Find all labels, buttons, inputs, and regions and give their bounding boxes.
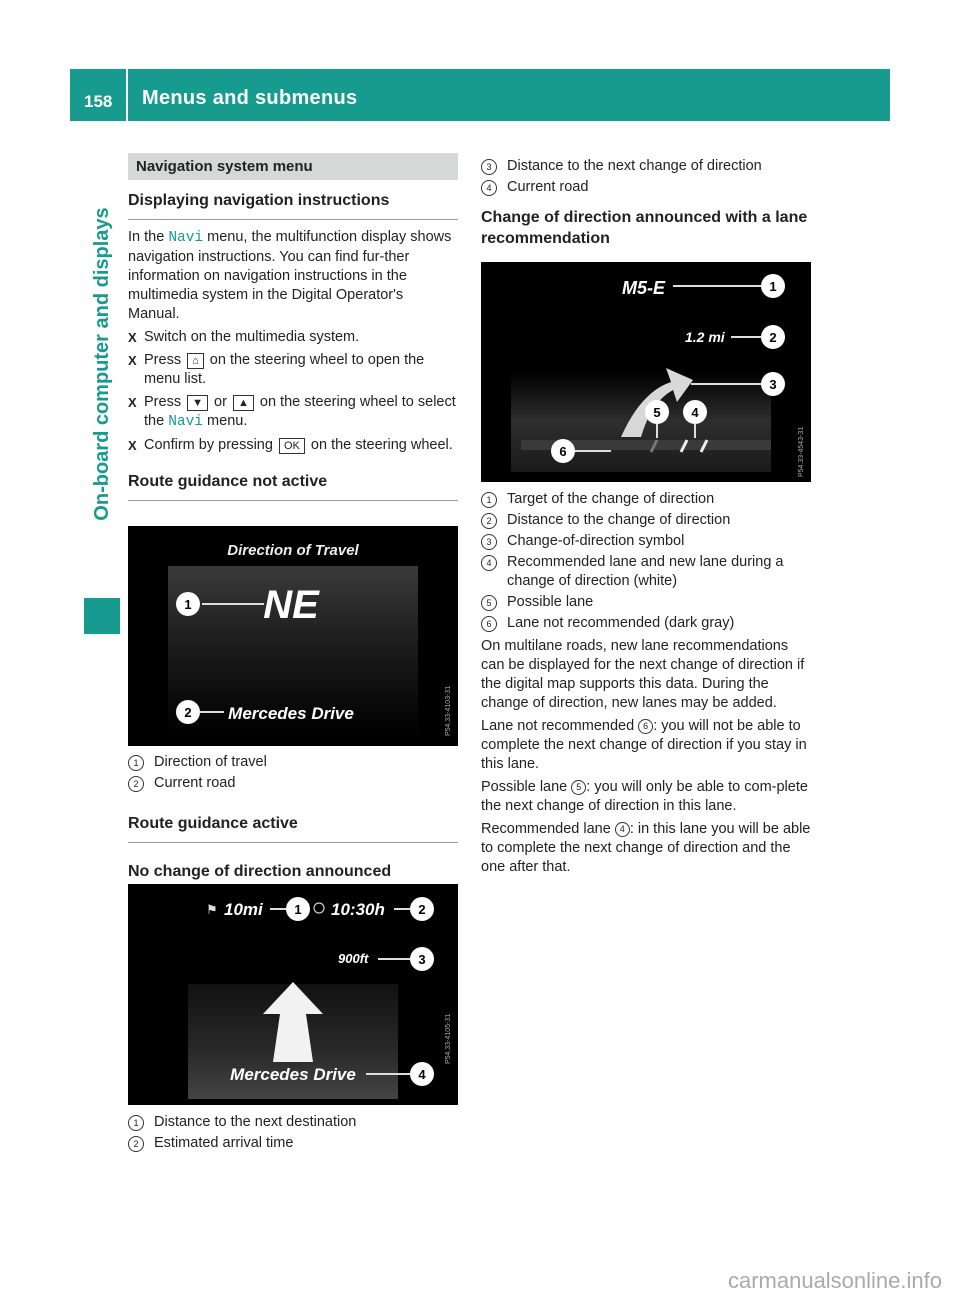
left-column-2 [128, 753, 458, 882]
left-column-3 [128, 1113, 458, 1155]
paragraph-possible: Possible lane 5 : you will only be able to com-plete the next change of direction in this lane. [481, 779, 808, 814]
legend3-item: 5 Possible lane [481, 593, 813, 612]
img3-dist: 1.2 mi [685, 329, 725, 345]
img1-code: P54.33-4103-31 [445, 685, 452, 736]
ok-key-icon: OK [279, 438, 305, 454]
heading-no-change: No change of direction announced [128, 863, 392, 880]
legend3-item: 4 Recommended lane and new lane during a change of direction (white) [481, 553, 813, 591]
display-image-lane [481, 262, 811, 482]
svg-text:2: 2 [769, 330, 777, 345]
legend2-item: 1 Distance to the next destination [128, 1113, 458, 1132]
right-column-2 [481, 490, 813, 881]
svg-text:1: 1 [184, 597, 192, 612]
img2-code: P54.33-4105-31 [445, 1013, 452, 1064]
legend3-item: 1 Target of the change of direction [481, 490, 813, 509]
svg-text:4: 4 [418, 1067, 426, 1082]
legend2-item: 3 Distance to the next change of direction [481, 157, 813, 176]
sidebar-block [84, 598, 120, 634]
img2-dist2: 900ft [338, 951, 369, 966]
legend3-item: 3 Change-of-direction symbol [481, 532, 813, 551]
legend1-item: 2 Current road [128, 774, 458, 793]
svg-text:4: 4 [691, 405, 699, 420]
heading-displaying: Displaying navigation instructions [128, 190, 458, 220]
paragraph-multilane: On multilane roads, new lane recommendations can be displayed for the next change of direction if the digital map supports this data. During the change of direction, new lanes may be added. [481, 638, 805, 711]
img1-title: Direction of Travel [227, 542, 359, 559]
intro-paragraph: In the Navi menu, the multifunction display shows navigation instructions. You can find fur-ther information on navigation instructions in the multimedia system in the Digital Operator's Manual. [128, 229, 452, 322]
right-column [481, 157, 813, 249]
sidebar-label: On-board computer and displays [91, 207, 113, 521]
step-4: X Confirm by pressing OK on the steering wheel. [128, 437, 453, 453]
legend3-item: 6 Lane not recommended (dark gray) [481, 614, 813, 633]
page-header [70, 69, 890, 121]
svg-text:1: 1 [294, 902, 302, 917]
header-divider [126, 69, 128, 121]
header-title: Menus and submenus [142, 87, 358, 109]
heading-active: Route guidance active [128, 813, 458, 843]
navi-menu-name: Navi [168, 230, 204, 246]
legend3-item: 2 Distance to the change of direction [481, 511, 813, 530]
paragraph-not-recommended: Lane not recommended 6 : you will not be able to complete the next change of direction if you stay in this lane. [481, 718, 807, 772]
svg-text:2: 2 [184, 705, 192, 720]
heading-lane: Change of direction announced with a lane recommendation [481, 209, 808, 247]
legend1-item: 1 Direction of travel [128, 753, 458, 772]
home-key-icon: ⌂ [187, 353, 204, 369]
img3-code: P54.33-4543-31 [798, 426, 805, 477]
display-image-direction [128, 526, 458, 746]
img2-dist: 10mi [224, 900, 263, 919]
step-2: X Press ⌂ on the steering wheel to open the menu list. [128, 352, 425, 387]
section-title: Navigation system menu [128, 153, 458, 180]
step-1: X Switch on the multimedia system. [128, 329, 360, 345]
img2-road: Mercedes Drive [230, 1065, 356, 1084]
sidebar-chapter [84, 134, 120, 594]
heading-not-active: Route guidance not active [128, 471, 458, 501]
svg-text:1: 1 [769, 279, 777, 294]
down-key-icon: ▼ [187, 395, 208, 411]
step-3: X Press ▼ or ▲ on the steering wheel to select the Navi menu. [128, 394, 456, 430]
display-image-no-change [128, 884, 458, 1105]
svg-text:2: 2 [418, 902, 426, 917]
page-number: 158 [84, 92, 113, 111]
up-key-icon: ▲ [233, 395, 254, 411]
img2-time: 10:30h [331, 900, 385, 919]
svg-text:5: 5 [653, 405, 661, 420]
left-column [128, 153, 458, 509]
svg-text:3: 3 [418, 952, 426, 967]
legend2-item: 2 Estimated arrival time [128, 1134, 458, 1153]
img3-road: M5-E [622, 278, 666, 298]
svg-text:6: 6 [559, 444, 567, 459]
svg-text:3: 3 [769, 377, 777, 392]
svg-text:⚑: ⚑ [206, 902, 218, 917]
paragraph-recommended: Recommended lane 4 : in this lane you will be able to complete the next change of direction and the one after that. [481, 821, 811, 875]
legend2-item: 4 Current road [481, 178, 813, 197]
img1-road: Mercedes Drive [228, 704, 354, 723]
img1-direction: NE [263, 583, 319, 627]
watermark: carmanualsonline.info [727, 1268, 942, 1293]
